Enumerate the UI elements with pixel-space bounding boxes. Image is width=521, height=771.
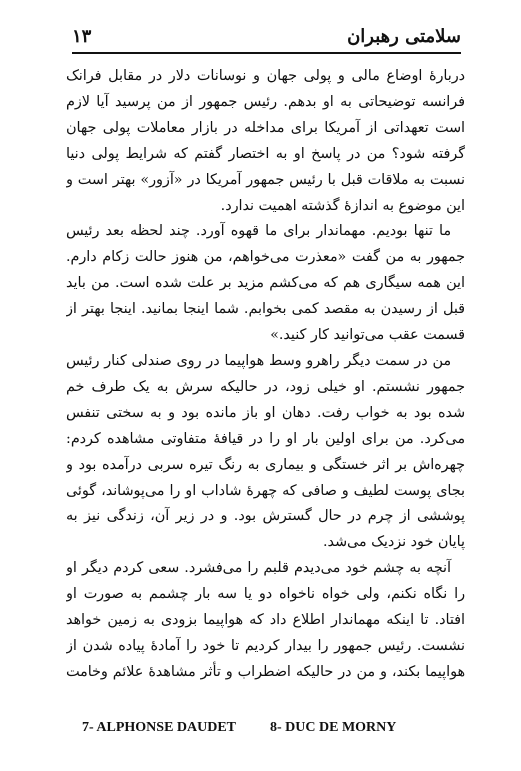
footnote-8: 8- DUC DE MORNY xyxy=(270,720,397,735)
body-text xyxy=(66,64,465,680)
paragraph-3: من در سمت دیگر راهرو وسط هواپیما در روی صندلی کنار رئیس جمهور نشستم. او خیلی زود، در حالیکه سرش به یک طرف خم شده بود به خواب رفت. دهان او باز مانده بود و به سختی تنفس می‌کرد. من برای اولین بار او را در قیافهٔ متفاوتی مشاهده کردم: چهره‌اش بر اثر خستگی و بیماری به رنگ تیره سربی درآمده بود و بجای پوست لطیف و صافی که چهرهٔ شاداب او را می‌پوشاند، گوئی پوششی از چرم در حال گسترش بود. و در زیر آن، زندگی نیز به پایان خود نزدیک می‌شد. xyxy=(66,352,465,551)
footnote-7: 7- ALPHONSE DAUDET xyxy=(82,720,237,735)
paragraph-4: آنچه به چشم خود می‌دیدم قلبم را می‌فشرد. سعی کردم دیگر او را نگاه نکنم، ولی خواه ناخواه دو یا سه بار چشمم به صورت او افتاد. تا اینکه مهماندار اطلاع داد که هواپیما بزودی به زمین خواهد نشست. رئیس جمهور را بیدار کردیم تا خود را آمادهٔ پیاده شدن از هواپیما بکند، و من در حالیکه اضطراب و تأثر مشاهدهٔ علائم وخامت xyxy=(66,560,465,680)
page-number: ١٣ xyxy=(72,26,92,47)
header-divider xyxy=(72,52,461,54)
running-header-title: سلامتی رهبران xyxy=(347,26,461,47)
paragraph-2: ما تنها بودیم. مهماندار برای ما قهوه آورد. چند لحظه بعد رئیس جمهور به من گفت «معذرت می‌خواهم، من هنوز حالت زکام دارم. این همه سیگاری هم که می‌کشم مزید بر علت شده است. من باید قبل از رسیدن به مقصد کمی بخوابم. شما اینجا بمانید. اینجا بهتر از قسمت عقب می‌توانید کار کنید.» xyxy=(66,223,465,344)
running-header xyxy=(72,24,461,50)
paragraph-1: دربارهٔ اوضاع مالی و پولی جهان و نوسانات دلار در مقابل فرانک فرانسه توضیحاتی به او بدهم. رئیس جمهور از من پرسید آیا لازم است تعهداتی از آمریکا برای مداخله در بازار معاملات پولی جهان گرفته شود؟ من در پاسخ او به اختصار گفتم که شرایط پولی دنیا نسبت به ملاقات قبل با رئیس جمهور آمریکا در «آزور» بهتر است و این موضوع به اندازهٔ گذشته اهمیت ندارد. xyxy=(66,68,465,214)
footnotes xyxy=(82,720,462,740)
